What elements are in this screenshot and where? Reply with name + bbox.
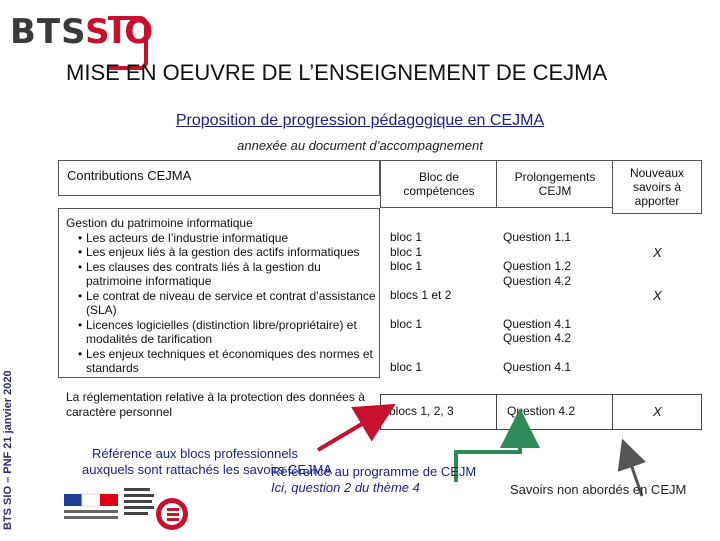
bloc-value: blocs 1, 2, 3 [389, 404, 454, 418]
header-nouveaux: Nouveaux savoirs à apporter [629, 166, 685, 208]
prolong-value: Question 1.1 [503, 230, 572, 244]
list-item: • Les enjeux techniques et économiques des normes et standards [78, 347, 376, 376]
prolong-value: Question 1.2 [503, 259, 572, 273]
header-bloc: Bloc de compétences [403, 170, 475, 198]
rgpd-text: La réglementation relative à la protection des données à caractère personnel [66, 390, 365, 419]
bloc-value: bloc 1 [390, 259, 423, 273]
prolong-value: Question 4.2 [507, 404, 576, 418]
bloc-value: bloc 1 [390, 245, 423, 259]
annex-note: annexée au document d’accompagnement [237, 138, 483, 153]
note-ref-prog-line2: Ici, question 2 du thème 4 [271, 480, 420, 495]
bloc-value: bloc 1 [390, 230, 423, 244]
arrow-to-bloc [318, 412, 382, 450]
list-item: • Les enjeux liés à la gestion des actifs informatiques [78, 245, 376, 260]
list-item: • Les acteurs de l’industrie informatique [78, 231, 376, 246]
note-ref-blocs-line2: auxquels sont rattachés les savoirs CEJMA [82, 462, 332, 477]
list-item: • Les clauses des contrats liés à la gestion du patrimoine informatique [78, 260, 376, 289]
page-title: MISE EN OEUVRE DE L’ENSEIGNEMENT DE CEJMA [66, 60, 608, 85]
new-knowledge-mark: X [653, 404, 662, 419]
note-ref-prog-line1: Référence au programme de CEJM [271, 464, 477, 479]
note-ref-blocs-line1: Référence aux blocs professionnels [92, 446, 298, 461]
bloc-value: bloc 1 [390, 317, 423, 331]
new-knowledge-mark: X [653, 288, 662, 303]
bloc-value: blocs 1 et 2 [390, 288, 452, 302]
prolong-value: Question 4.2 [503, 331, 572, 345]
side-label: BTS SIO – PNF 21 janvier 2020 [2, 370, 14, 530]
ministry-logo [64, 480, 190, 536]
header-contributions: Contributions CEJMA [67, 168, 192, 183]
note-non-abordes: Savoirs non abordés en CEJM [510, 482, 687, 497]
logo-sio-text: SIO [85, 12, 155, 52]
list-item: • Le contrat de niveau de service et contrat d’assistance (SLA) [78, 289, 376, 318]
logo-bts-text: BTS [10, 12, 86, 52]
prolong-value: Question 4.1 [503, 317, 572, 331]
section-title: Gestion du patrimoine informatique [66, 216, 253, 230]
prolong-value: Question 4.2 [503, 274, 572, 288]
list-item: • Licences logicielles (distinction libre/propriétaire) et modalités de tarification [78, 318, 376, 347]
header-prolongements: Prolongements CEJM [514, 170, 596, 198]
new-knowledge-mark: X [653, 245, 662, 260]
page-subtitle: Proposition de progression pédagogique en CEJMA [175, 112, 545, 129]
bloc-value: bloc 1 [390, 360, 423, 374]
prolong-value: Question 4.1 [503, 360, 572, 374]
ministry-logo-graphic [64, 480, 190, 536]
